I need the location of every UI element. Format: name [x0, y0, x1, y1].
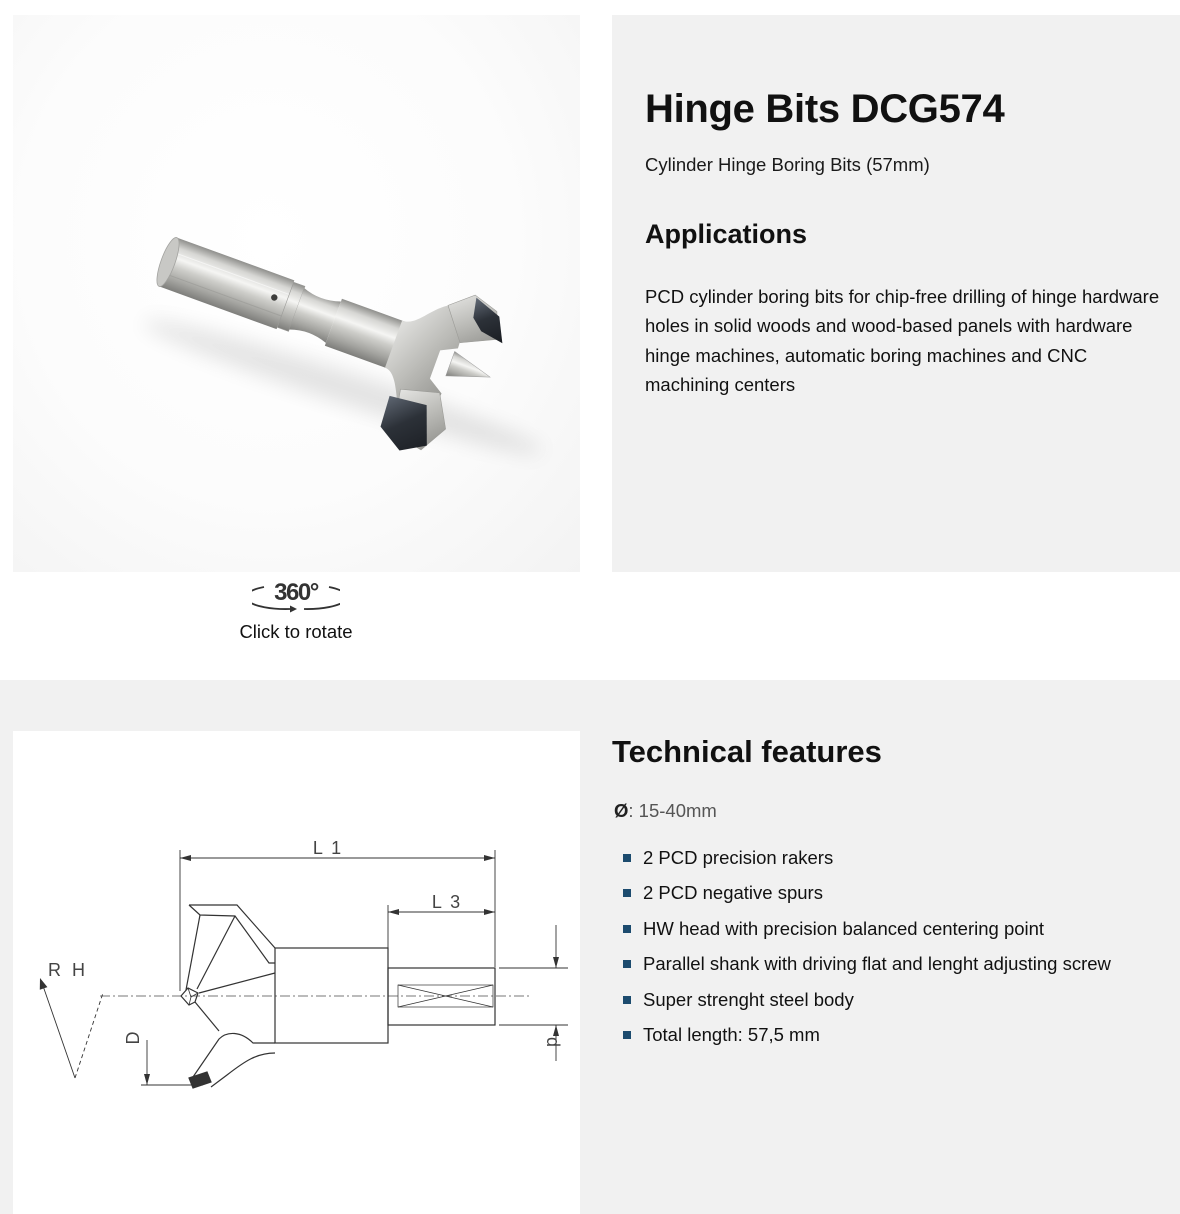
- l3-arrow-right: [484, 909, 495, 915]
- label-rotation: R H: [48, 960, 88, 980]
- feature-item: [623, 1017, 1111, 1052]
- diameter-value: : 15-40mm: [628, 800, 717, 821]
- rotate-arrowhead: [290, 606, 297, 613]
- label-l3: L 3: [431, 892, 463, 912]
- square-bullet-icon: [623, 996, 631, 1004]
- d-head-arrow: [144, 1074, 150, 1085]
- drawing-upper-blade: [189, 905, 275, 948]
- l1-arrow-left: [180, 855, 191, 861]
- centering-point: [446, 351, 494, 390]
- drawing-blade-edge: [197, 916, 235, 989]
- product-title: Hinge Bits DCG574: [645, 87, 1005, 131]
- feature-item: [623, 982, 1111, 1017]
- applications-text: PCD cylinder boring bits for chip-free drilling of hinge hardware holes in solid woods and wood-based panels with hardware hinge machines, automatic boring machines and CNC machining centers: [645, 286, 1160, 395]
- rotation-arrowhead: [40, 978, 48, 990]
- feature-text: Parallel shank with driving flat and lenght adjusting screw: [643, 953, 1111, 975]
- feature-item: [623, 911, 1111, 946]
- feature-item: [623, 840, 1111, 875]
- diameter-range: [614, 799, 717, 823]
- d-shank-arrow-top: [553, 957, 559, 968]
- drawing-blade-edge: [186, 915, 200, 990]
- square-bullet-icon: [623, 854, 631, 862]
- technical-drawing-svg: [13, 731, 580, 1214]
- drawing-head-edge: [195, 1002, 219, 1031]
- feature-list: [623, 840, 1111, 1052]
- rotate-badge-label: 360°: [274, 579, 318, 606]
- drawing-lower-blade-outer: [211, 1053, 275, 1087]
- product-3d-viewer[interactable]: [13, 15, 580, 572]
- rotation-arrow-line: [42, 983, 75, 1078]
- drill-bit-shank: [159, 238, 294, 330]
- technical-drawing: [13, 731, 580, 1214]
- feature-text: 2 PCD precision rakers: [643, 847, 834, 868]
- rotate-hint: Click to rotate: [239, 621, 353, 642]
- square-bullet-icon: [623, 889, 631, 897]
- l1-arrow-right: [484, 855, 495, 861]
- drawing-shank: [388, 968, 495, 1025]
- diameter-symbol: Ø: [614, 800, 629, 821]
- label-l1: L 1: [312, 838, 344, 858]
- square-bullet-icon: [623, 960, 631, 968]
- applications-heading: Applications: [645, 219, 808, 249]
- feature-text: 2 PCD negative spurs: [643, 882, 823, 904]
- drawing-lower-pcd: [189, 1072, 211, 1088]
- label-head-diameter: D: [123, 1031, 143, 1045]
- rotate-control[interactable]: [196, 574, 396, 646]
- feature-text: Super strenght steel body: [643, 988, 854, 1010]
- technical-features-heading: Technical features: [612, 734, 882, 769]
- drill-bit-render: [13, 15, 580, 572]
- feature-item: [623, 946, 1111, 981]
- product-info-panel: [612, 15, 1180, 572]
- l3-arrow-left: [388, 909, 399, 915]
- product-subtitle: Cylinder Hinge Boring Bits (57mm): [645, 154, 930, 175]
- drawing-body: [275, 948, 388, 1043]
- feature-text: Total length: 57,5 mm: [643, 1024, 820, 1046]
- square-bullet-icon: [623, 1031, 631, 1039]
- feature-text: HW head with precision balanced centering point: [643, 917, 1045, 939]
- square-bullet-icon: [623, 925, 631, 933]
- drawing-lower-blade: [193, 1033, 275, 1077]
- drawing-head-edge: [199, 973, 275, 993]
- rotation-dashed-line: [75, 993, 103, 1078]
- feature-item: [623, 875, 1111, 910]
- rotate-360-icon: [252, 574, 340, 616]
- d-shank-arrow-bottom: [553, 1025, 559, 1036]
- label-shank-diameter: d: [543, 1036, 563, 1048]
